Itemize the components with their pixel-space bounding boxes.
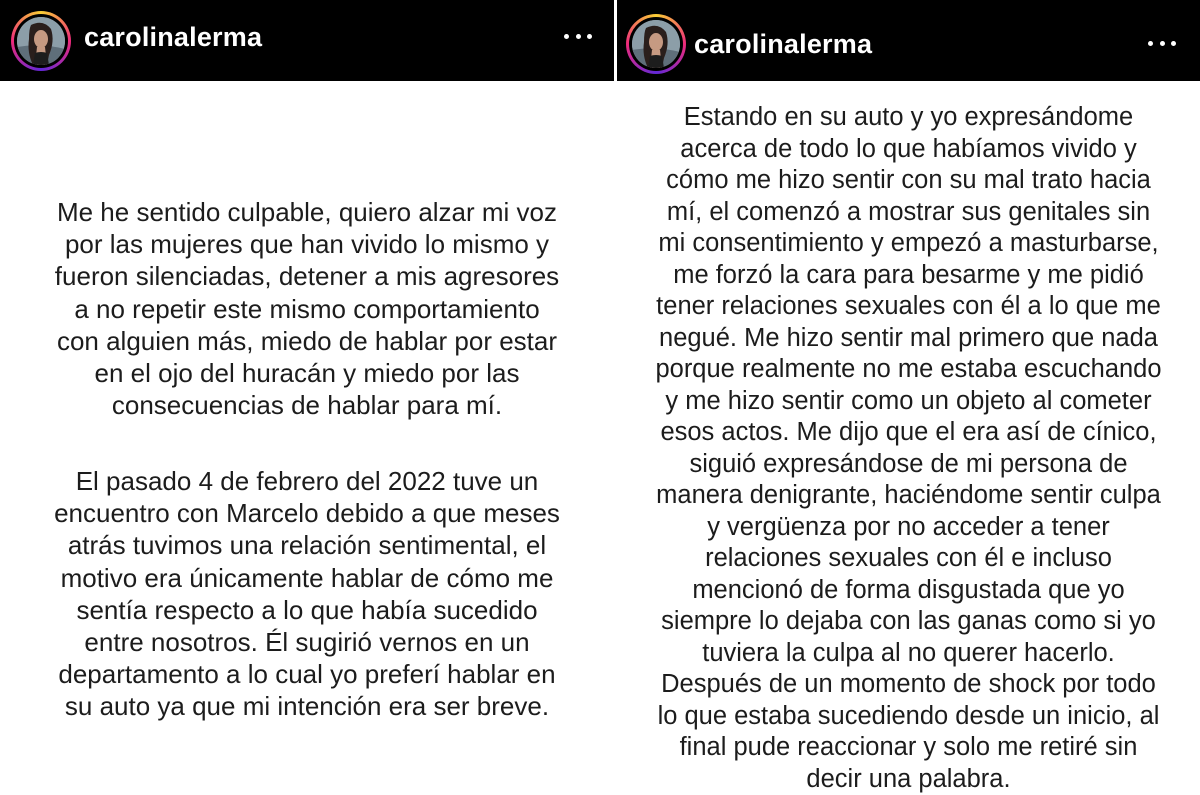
text-line: Después de un momento de shock por todo bbox=[661, 670, 1156, 698]
text-line: esos actos. Me dijo que el era así de cínico, bbox=[660, 418, 1157, 446]
text-line: sentía respecto a lo que había sucedido bbox=[76, 594, 538, 625]
text-line: decir una palabra. bbox=[806, 764, 1011, 793]
text-line: final pude reaccionar y solo me retiré sin bbox=[679, 733, 1138, 761]
text-line: tuviera la culpa al no querer hacerlo. bbox=[702, 638, 1115, 667]
story-header bbox=[0, 0, 614, 81]
text-line: en el ojo del huracán y miedo por las bbox=[94, 358, 520, 389]
text-line: mi consentimiento y empezó a masturbarse, bbox=[658, 229, 1159, 257]
text-line: negué. Me hizo sentir mal primero que nada bbox=[659, 323, 1158, 352]
avatar-ring[interactable] bbox=[11, 11, 71, 71]
text-line: relaciones sexuales con él e incluso bbox=[705, 544, 1112, 572]
avatar bbox=[632, 20, 680, 68]
text-line: consecuencias de hablar para mí. bbox=[111, 390, 503, 421]
text-line: departamento a lo cual yo preferí hablar en bbox=[58, 659, 556, 690]
text-line: Me he sentido culpable, quiero alzar mi voz bbox=[56, 197, 558, 227]
text-line: mencionó de forma disgustada que yo bbox=[692, 575, 1125, 604]
story-paragraph-2 bbox=[20, 465, 594, 723]
story-panel-right bbox=[617, 0, 1200, 795]
story-paragraph bbox=[627, 102, 1190, 795]
text-line: tener relaciones sexuales con él a lo que me bbox=[656, 292, 1161, 320]
text-line: atrás tuvimos una relación sentimental, el bbox=[67, 530, 547, 561]
avatar bbox=[17, 17, 65, 65]
avatar-ring[interactable] bbox=[626, 14, 686, 74]
text-line: por las mujeres que han vivido lo mismo y bbox=[64, 229, 550, 260]
text-line: me forzó la cara para besarme y me pidió bbox=[673, 260, 1144, 289]
text-line: a no repetir este mismo comportamiento bbox=[74, 293, 540, 324]
text-line: Estando en su auto y yo expresándome bbox=[683, 103, 1134, 131]
more-options-icon[interactable] bbox=[1148, 33, 1176, 53]
text-line: mí, el comenzó a mostrar sus genitales sin bbox=[666, 197, 1151, 226]
text-line: El pasado 4 de febrero del 2022 tuve un bbox=[75, 466, 539, 496]
text-line: motivo era únicamente hablar de cómo me bbox=[60, 562, 554, 593]
more-options-icon[interactable] bbox=[564, 26, 592, 46]
text-line: siguió expresándose de mi persona de bbox=[689, 449, 1128, 478]
text-line: con alguien más, miedo de hablar por estar bbox=[56, 325, 558, 356]
text-line: fueron silenciadas, detener a mis agresores bbox=[54, 261, 560, 292]
text-line: manera denigrante, haciéndome sentir culpa bbox=[656, 481, 1161, 509]
text-line: entre nosotros. Él sugirió vernos en un bbox=[84, 627, 530, 658]
text-line: y me hizo sentir como un objeto al cometer bbox=[665, 386, 1152, 415]
profile-photo-icon bbox=[632, 20, 680, 68]
text-line: y vergüenza por no acceder a tener bbox=[707, 512, 1110, 541]
username[interactable]: carolinalerma bbox=[694, 29, 873, 59]
text-line: porque realmente no me estaba escuchando bbox=[655, 355, 1162, 383]
story-paragraph-1 bbox=[20, 196, 594, 421]
text-line: acerca de todo lo que habíamos vivido y bbox=[680, 134, 1137, 163]
profile-photo-icon bbox=[17, 17, 65, 65]
story-header bbox=[617, 0, 1200, 81]
text-line: su auto ya que mi intención era ser breve. bbox=[64, 691, 550, 722]
text-line: cómo me hizo sentir con su mal trato hacia bbox=[666, 166, 1151, 194]
text-line: encuentro con Marcelo debido a que meses bbox=[54, 498, 560, 529]
text-line: lo que estaba sucediendo desde un inicio, al bbox=[657, 701, 1160, 730]
username[interactable]: carolinalerma bbox=[84, 22, 263, 52]
text-line: siempre lo dejaba con las ganas como si yo bbox=[661, 607, 1156, 635]
